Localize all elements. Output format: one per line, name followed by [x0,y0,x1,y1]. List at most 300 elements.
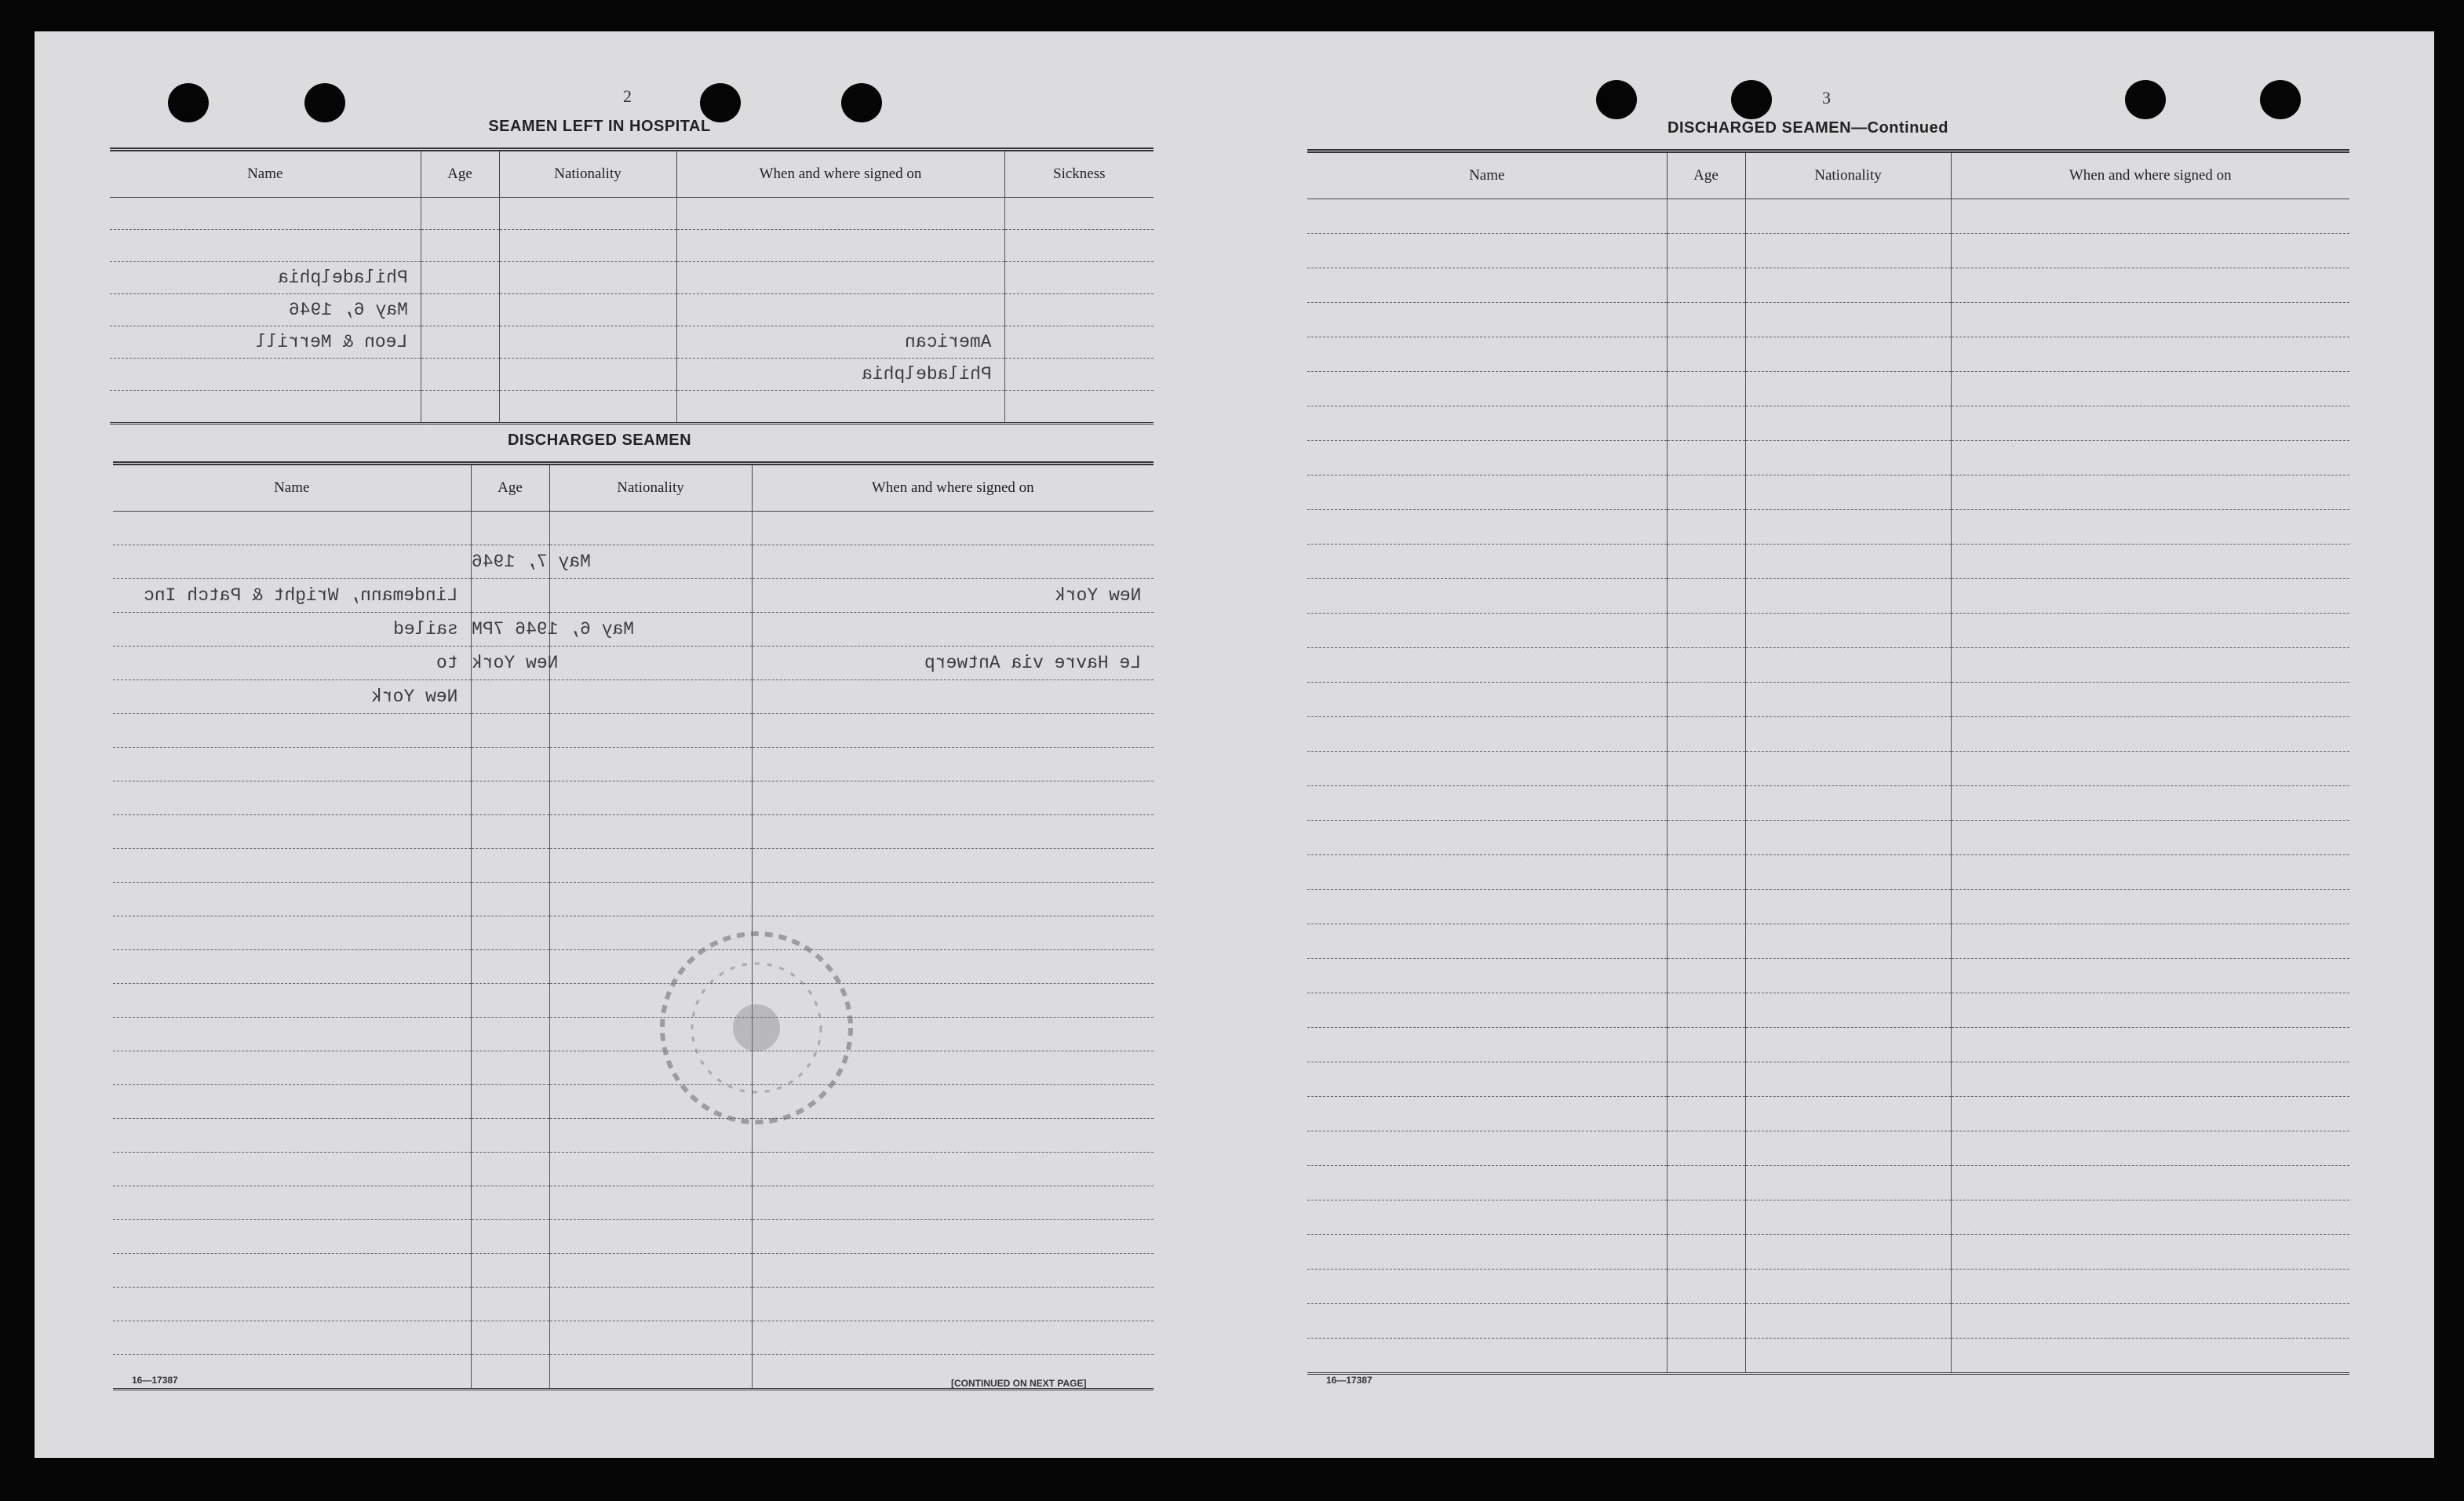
cell-text: Lindemann, Wright & Patch Inc [144,585,458,606]
table-cell [1745,545,1951,579]
table-cell [676,230,1004,262]
table-row [1307,303,2349,337]
table-cell [549,1153,752,1186]
table-row [1307,1270,2349,1304]
table-cell [1667,372,1745,406]
table-cell [752,1288,1154,1321]
column-header-name: Name [110,150,421,198]
table-cell [549,849,752,883]
table-cell [1307,406,1667,441]
table-cell [421,230,499,262]
table-cell [1307,303,1667,337]
table-cell [1307,683,1667,717]
table-cell [1667,717,1745,752]
table-cell [1951,545,2349,579]
cell-text: Philadelphia [277,268,408,288]
table-cell [113,1321,471,1355]
table-row [1307,372,2349,406]
table-cell [752,714,1154,748]
table-cell [1307,648,1667,683]
table-cell [113,916,471,950]
table-cell [110,262,421,294]
table-cell [1307,441,1667,475]
table-row [113,647,1154,680]
table-cell [1951,683,2349,717]
table-cell [1745,821,1951,855]
table-row [1307,1062,2349,1097]
table-cell [1951,1131,2349,1166]
table-cell [1667,1062,1745,1097]
table-cell [471,1288,549,1321]
table-cell [752,815,1154,849]
table-cell [1951,268,2349,303]
table-cell [1745,579,1951,614]
table-row [1307,579,2349,614]
table-cell [110,359,421,391]
table-cell [1307,1304,1667,1339]
table-row [1307,717,2349,752]
table-cell [752,647,1154,680]
table-cell [752,1321,1154,1355]
table-row [1307,855,2349,890]
table-cell [421,391,499,424]
table-row [113,613,1154,647]
table-cell [1951,1270,2349,1304]
table-cell [1667,752,1745,786]
table-cell [113,647,471,680]
hospital-table [110,148,1154,424]
table-cell [1307,717,1667,752]
table-cell [1307,1200,1667,1235]
table-cell [1667,199,1745,234]
table-cell [549,680,752,714]
table-row [1307,1166,2349,1200]
table-cell [549,1355,752,1390]
table-row [1307,683,2349,717]
table-cell [110,198,421,230]
table-row [110,391,1154,424]
table-row [1307,1304,2349,1339]
table-cell [1951,1166,2349,1200]
table-cell [1307,855,1667,890]
table-cell [1307,1339,1667,1374]
table-cell [1951,855,2349,890]
table-cell [1307,1062,1667,1097]
table-cell [1307,234,1667,268]
table-row [113,512,1154,545]
table-cell [1307,1028,1667,1062]
table-cell [1307,268,1667,303]
table-cell [113,1288,471,1321]
table-cell [1667,545,1745,579]
table-cell [1307,1166,1667,1200]
table-cell [1004,391,1154,424]
table-cell [1004,230,1154,262]
table-cell [471,680,549,714]
table-row [113,579,1154,613]
table-cell [471,1018,549,1051]
cell-text: Le Havre via Antwerp [924,653,1141,673]
table-cell [1951,406,2349,441]
table-cell [1307,959,1667,993]
table-cell [1951,993,2349,1028]
table-row [113,1051,1154,1085]
table-cell [1307,993,1667,1028]
table-cell [499,262,676,294]
table-cell [499,294,676,326]
table-cell [421,294,499,326]
table-row [1307,924,2349,959]
table-cell [113,1186,471,1220]
cell-text: to [436,653,458,673]
punch-hole-icon [168,83,209,122]
table-cell [113,613,471,647]
table-cell [113,512,471,545]
table-cell [1745,717,1951,752]
table-row [1307,199,2349,234]
table-cell [1667,268,1745,303]
table-cell [113,1018,471,1051]
table-cell [1951,648,2349,683]
table-row [110,262,1154,294]
punch-hole-icon [2125,80,2166,119]
table-row [113,1288,1154,1321]
table-cell [113,748,471,781]
table-row [113,1085,1154,1119]
table-cell [1745,1166,1951,1200]
table-cell [549,714,752,748]
table-row [113,1018,1154,1051]
table-cell [1951,1097,2349,1131]
table-cell [1951,821,2349,855]
table-cell [1951,1062,2349,1097]
column-header-signed-on: When and where signed on [676,150,1004,198]
table-cell [113,815,471,849]
table-cell [471,1186,549,1220]
table-cell [1307,752,1667,786]
table-row [1307,1339,2349,1374]
table-cell [1307,890,1667,924]
table-cell [113,883,471,916]
table-cell [1951,475,2349,510]
table-cell [549,1288,752,1321]
table-cell [549,512,752,545]
table-cell [1951,1235,2349,1270]
table-cell [1667,683,1745,717]
table-cell [1745,1200,1951,1235]
cell-text: Philadelphia [861,364,992,384]
table-cell [113,781,471,815]
table-cell [1951,890,2349,924]
table-cell [1745,648,1951,683]
punch-hole-icon [2260,80,2301,119]
table-row [1307,1097,2349,1131]
table-cell [1307,1131,1667,1166]
table-cell [113,545,471,579]
discharged-table [113,461,1154,1390]
table-cell [1745,475,1951,510]
table-cell [1667,1131,1745,1166]
table-row [110,359,1154,391]
cell-text: May 6, 1946 7PM [471,619,634,639]
table-row [113,748,1154,781]
table-cell [1667,1097,1745,1131]
table-cell [1667,1235,1745,1270]
table-cell [1745,199,1951,234]
table-cell [499,230,676,262]
table-cell [676,294,1004,326]
table-cell [1004,262,1154,294]
table-cell [1745,959,1951,993]
table-cell [1951,614,2349,648]
column-header-name: Name [1307,151,1667,199]
table-cell [1667,1270,1745,1304]
table-cell [1745,268,1951,303]
column-header-signed-on: When and where signed on [1951,151,2349,199]
table-cell [752,545,1154,579]
document-sheet [35,31,2434,1458]
table-cell [1307,786,1667,821]
table-row [1307,475,2349,510]
table-cell [113,1153,471,1186]
table-cell [1951,717,2349,752]
table-cell [1951,1304,2349,1339]
table-cell [1951,510,2349,545]
table-cell [1745,752,1951,786]
table-cell [752,680,1154,714]
cell-text: sailed [392,619,458,639]
table-cell [1667,1200,1745,1235]
table-row [1307,406,2349,441]
table-cell [1745,303,1951,337]
cell-text: American [905,332,992,352]
table-cell [113,984,471,1018]
continued-note: [CONTINUED ON NEXT PAGE] [951,1378,1087,1389]
table-cell [1951,579,2349,614]
table-cell [471,512,549,545]
discharged-section-title: DISCHARGED SEAMEN [507,432,692,449]
table-cell [1004,359,1154,391]
table-cell [1667,1028,1745,1062]
table-cell [549,1220,752,1254]
right-discharged-table [1307,149,2349,1375]
table-cell [1951,337,2349,372]
column-header-signed-on: When and where signed on [752,464,1154,512]
table-cell [1667,475,1745,510]
table-cell [549,815,752,849]
table-cell [421,198,499,230]
table-cell [1307,1097,1667,1131]
table-cell [1745,372,1951,406]
table-cell [1745,890,1951,924]
table-cell [471,984,549,1018]
table-cell [1307,614,1667,648]
table-cell [676,391,1004,424]
table-cell [471,714,549,748]
column-header-age: Age [421,150,499,198]
table-cell [113,1220,471,1254]
hospital-section-title: SEAMEN LEFT IN HOSPITAL [488,118,711,135]
table-cell [1667,890,1745,924]
table-cell [113,1085,471,1119]
table-row [1307,752,2349,786]
table-cell [471,815,549,849]
table-row [113,849,1154,883]
table-cell [499,359,676,391]
table-row [1307,890,2349,924]
table-cell [1745,1304,1951,1339]
table-cell [1951,441,2349,475]
table-cell [110,230,421,262]
table-cell [1004,294,1154,326]
table-cell [1667,406,1745,441]
table-cell [499,391,676,424]
table-cell [676,359,1004,391]
column-header-sickness: Sickness [1004,150,1154,198]
table-cell [471,1355,549,1390]
cell-text: New York [371,687,458,707]
table-cell [1004,326,1154,359]
table-cell [113,579,471,613]
punch-hole-icon [841,83,882,122]
punch-hole-icon [700,83,741,122]
table-cell [1667,303,1745,337]
table-row [113,781,1154,815]
table-row [113,1321,1154,1355]
table-cell [421,359,499,391]
table-cell [1745,510,1951,545]
table-cell [752,1186,1154,1220]
table-cell [1667,1166,1745,1200]
table-cell [752,748,1154,781]
table-cell [1745,786,1951,821]
punch-hole-icon [1731,80,1772,119]
table-cell [421,326,499,359]
table-cell [1951,303,2349,337]
right-section-title [1604,119,2012,137]
table-row [1307,337,2349,372]
table-row [110,326,1154,359]
circular-stamp-icon [639,910,874,1146]
table-cell [1951,199,2349,234]
table-cell [1667,855,1745,890]
table-cell [113,1119,471,1153]
table-row [1307,1028,2349,1062]
table-cell [1307,1270,1667,1304]
table-cell [471,950,549,984]
form-number: 16—17387 [1326,1375,1372,1386]
punch-hole-icon [304,83,345,122]
table-cell [1951,372,2349,406]
table-cell [1745,1270,1951,1304]
cell-text: May 6, 1946 [288,300,408,320]
table-cell [113,1051,471,1085]
column-header-nationality: Nationality [1745,151,1951,199]
table-cell [1307,545,1667,579]
table-cell [752,1220,1154,1254]
table-cell [471,1220,549,1254]
table-cell [1667,234,1745,268]
table-cell [752,781,1154,815]
table-cell [1667,959,1745,993]
table-cell [113,950,471,984]
table-cell [1667,579,1745,614]
table-row [1307,614,2349,648]
table-cell [1667,441,1745,475]
table-row [1307,821,2349,855]
table-row [1307,1200,2349,1235]
table-cell [1667,614,1745,648]
table-row [1307,959,2349,993]
table-cell [1667,821,1745,855]
left-page-number: 2 [623,86,632,106]
table-cell [1745,234,1951,268]
table-cell [1745,683,1951,717]
table-row [113,984,1154,1018]
table-cell [471,748,549,781]
table-cell [110,391,421,424]
table-cell [110,326,421,359]
table-cell [471,1321,549,1355]
table-cell [1951,752,2349,786]
table-cell [1667,786,1745,821]
table-row [1307,1131,2349,1166]
table-cell [549,748,752,781]
table-cell [752,1254,1154,1288]
cell-text: New York [471,653,558,673]
table-cell [1307,372,1667,406]
column-header-nationality: Nationality [499,150,676,198]
table-cell [499,326,676,359]
table-cell [1307,821,1667,855]
table-row [113,815,1154,849]
table-cell [1004,198,1154,230]
table-cell [113,849,471,883]
table-cell [113,1254,471,1288]
table-row [110,294,1154,326]
table-cell [549,1254,752,1288]
table-cell [1745,1131,1951,1166]
table-cell [1667,993,1745,1028]
table-cell [471,883,549,916]
table-cell [1307,924,1667,959]
table-row [1307,510,2349,545]
table-cell [1745,1028,1951,1062]
table-cell [1667,648,1745,683]
table-cell [1745,993,1951,1028]
table-cell [113,680,471,714]
column-header-age: Age [471,464,549,512]
table-cell [471,647,558,680]
table-row [113,1220,1154,1254]
table-row [113,1254,1154,1288]
table-cell [110,294,421,326]
table-cell [549,781,752,815]
table-cell [1667,1339,1745,1374]
punch-hole-icon [1596,80,1637,119]
column-header-nationality: Nationality [549,464,752,512]
table-cell [471,1254,549,1288]
table-row [113,1186,1154,1220]
table-cell [1745,855,1951,890]
table-cell [752,613,1154,647]
table-cell [1745,406,1951,441]
cell-text: Leon & Merrill [256,332,408,352]
table-row [113,680,1154,714]
table-cell [471,781,549,815]
table-row [113,714,1154,748]
table-cell [1745,337,1951,372]
